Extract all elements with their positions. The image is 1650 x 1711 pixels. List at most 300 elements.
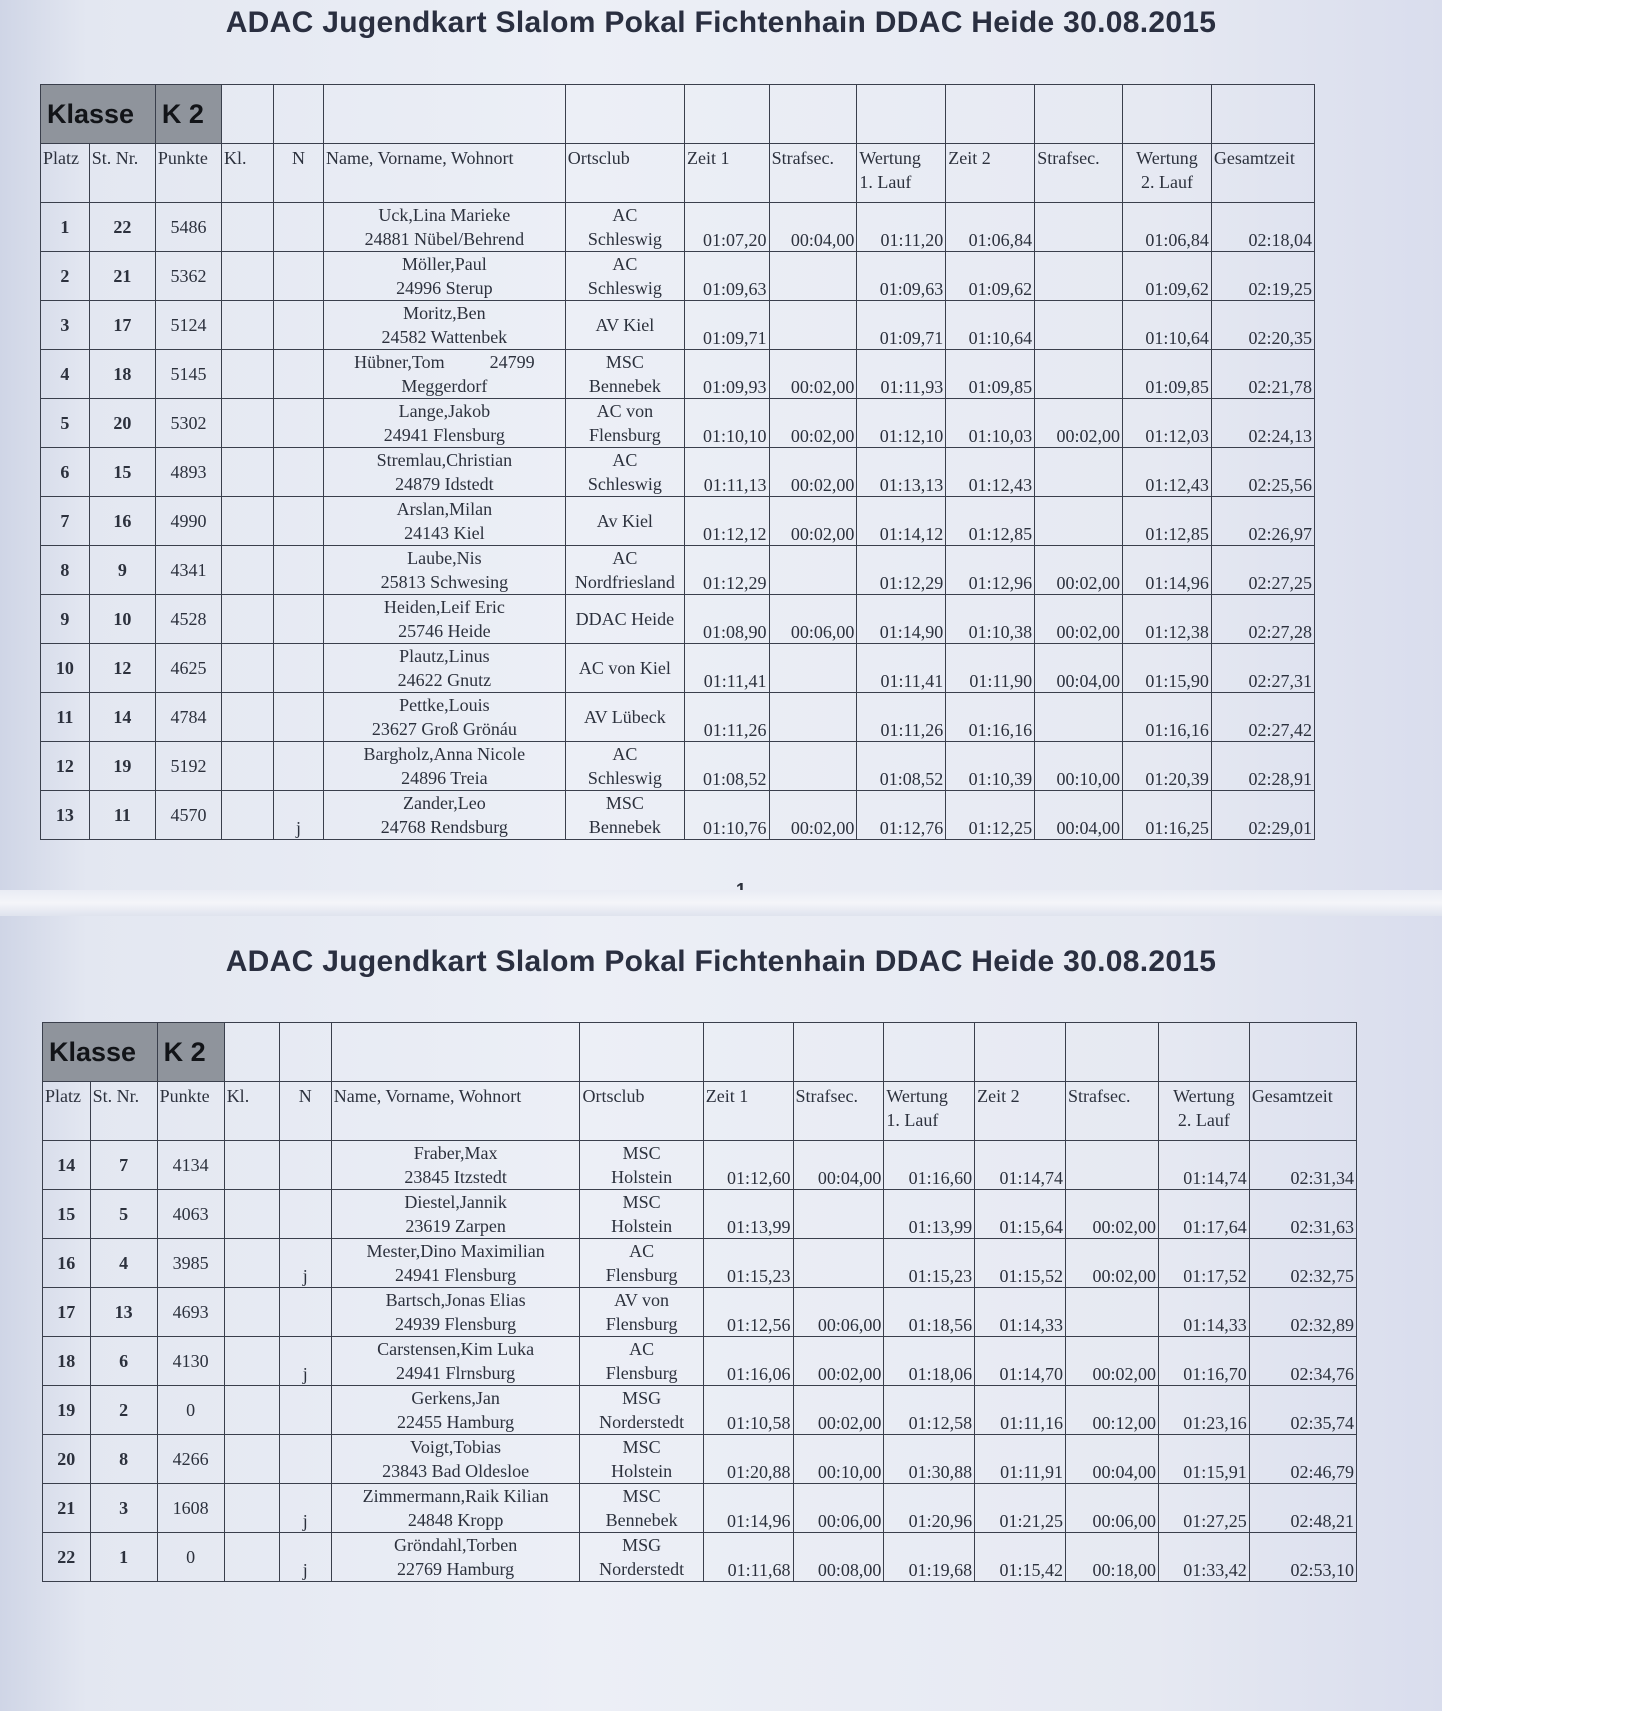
club-name: Av Kiel — [596, 511, 653, 531]
points: 0 — [157, 1386, 224, 1435]
driver-name-cell — [331, 1337, 580, 1386]
penalty-run2: 00:04,00 — [1035, 791, 1123, 840]
club-name: AC — [612, 254, 638, 274]
driver-name-cell — [323, 252, 565, 301]
club-name: AV von — [614, 1290, 670, 1310]
table-row — [41, 644, 1315, 693]
col-zeit1: Zeit 1 — [703, 1082, 793, 1141]
col-kl: Kl. — [222, 144, 274, 203]
score-run1: 01:11,20 — [857, 203, 946, 252]
table-row — [41, 448, 1315, 497]
driver-name-cell — [323, 546, 565, 595]
score-run2: 01:17,64 — [1158, 1190, 1249, 1239]
score-run2: 01:16,25 — [1123, 791, 1212, 840]
driver-residence: 23619 Zarpen — [405, 1216, 506, 1236]
start-number: 7 — [90, 1141, 157, 1190]
club-cell — [565, 448, 684, 497]
time-run1: 01:09,71 — [685, 301, 770, 350]
start-number: 9 — [89, 546, 155, 595]
penalty-run1: 00:08,00 — [793, 1533, 884, 1582]
driver-name: Plautz,Linus — [399, 646, 490, 666]
driver-residence: 24896 Treia — [401, 768, 488, 788]
penalty-run2: 00:02,00 — [1035, 546, 1123, 595]
class-cell — [224, 1533, 279, 1582]
klasse-row — [43, 1023, 1357, 1082]
time-run1: 01:11,26 — [685, 693, 770, 742]
col-wertung1: Wertung 1. Lauf — [857, 144, 946, 203]
driver-name-cell — [323, 497, 565, 546]
total-time: 02:46,79 — [1249, 1435, 1356, 1484]
placing: 9 — [41, 595, 90, 644]
placing: 22 — [43, 1533, 91, 1582]
results-sheet-2 — [0, 915, 1442, 1711]
total-time: 02:18,04 — [1211, 203, 1314, 252]
start-number: 21 — [89, 252, 155, 301]
document-title: ADAC Jugendkart Slalom Pokal Fichtenhain DDAC Heide 30.08.2015 — [225, 6, 1217, 39]
newcomer-flag — [274, 693, 324, 742]
start-number: 17 — [89, 301, 155, 350]
table-row — [41, 546, 1315, 595]
club-cell — [565, 791, 684, 840]
column-header-row — [41, 144, 1315, 203]
penalty-run1: 00:06,00 — [769, 595, 857, 644]
club-name: AC — [612, 548, 638, 568]
time-run1: 01:10,76 — [685, 791, 770, 840]
score-run2: 01:12,43 — [1123, 448, 1212, 497]
club-name: AV Lübeck — [583, 707, 666, 727]
time-run2: 01:10,38 — [946, 595, 1035, 644]
club-name-line2: Bennebek — [588, 376, 661, 396]
start-number: 15 — [89, 448, 155, 497]
placing: 14 — [43, 1141, 91, 1190]
col-straf1: Strafsec. — [769, 144, 857, 203]
total-time: 02:29,01 — [1211, 791, 1314, 840]
placing: 6 — [41, 448, 90, 497]
table-row — [43, 1337, 1357, 1386]
total-time: 02:31,34 — [1249, 1141, 1356, 1190]
club-name: AC von — [596, 401, 654, 421]
table-row — [43, 1386, 1357, 1435]
newcomer-flag — [274, 350, 324, 399]
placing: 11 — [41, 693, 90, 742]
points: 5362 — [155, 252, 221, 301]
col-gesamt: Gesamtzeit — [1249, 1082, 1356, 1141]
col-name: Name, Vorname, Wohnort — [331, 1082, 580, 1141]
score-run2: 01:14,33 — [1158, 1288, 1249, 1337]
points: 4130 — [157, 1337, 224, 1386]
club-name-line2: Norderstedt — [599, 1559, 685, 1579]
club-name-line2: Norderstedt — [599, 1412, 685, 1432]
class-cell — [222, 497, 274, 546]
driver-name-cell — [331, 1288, 580, 1337]
total-time: 02:31,63 — [1249, 1190, 1356, 1239]
club-cell — [580, 1386, 703, 1435]
table-row — [41, 497, 1315, 546]
class-cell — [224, 1337, 279, 1386]
club-name-line2: Holstein — [611, 1167, 673, 1187]
table-row — [41, 399, 1315, 448]
class-cell — [222, 791, 274, 840]
col-punkte: Punkte — [157, 1082, 224, 1141]
club-name: AC von Kiel — [578, 658, 671, 678]
penalty-run2 — [1065, 1141, 1158, 1190]
penalty-run1: 00:04,00 — [769, 203, 857, 252]
score-run1: 01:14,12 — [857, 497, 946, 546]
total-time: 02:48,21 — [1249, 1484, 1356, 1533]
club-name-line2: Flensburg — [605, 1265, 678, 1285]
newcomer-flag — [279, 1386, 331, 1435]
results-body — [41, 203, 1315, 840]
class-cell — [222, 448, 274, 497]
penalty-run2 — [1035, 497, 1123, 546]
club-name: MSG — [622, 1535, 662, 1555]
score-run2: 01:33,42 — [1158, 1533, 1249, 1582]
start-number: 12 — [89, 644, 155, 693]
club-cell — [580, 1484, 703, 1533]
penalty-run1: 00:06,00 — [793, 1484, 884, 1533]
class-cell — [222, 350, 274, 399]
penalty-run2 — [1035, 350, 1123, 399]
penalty-run2 — [1035, 693, 1123, 742]
score-run2: 01:10,64 — [1123, 301, 1212, 350]
score-run2: 01:09,62 — [1123, 252, 1212, 301]
start-number: 13 — [90, 1288, 157, 1337]
placing: 17 — [43, 1288, 91, 1337]
table-row — [41, 252, 1315, 301]
newcomer-flag — [274, 497, 324, 546]
club-cell — [565, 497, 684, 546]
class-cell — [222, 693, 274, 742]
newcomer-flag — [274, 203, 324, 252]
driver-residence: Meggerdorf — [401, 376, 488, 396]
club-name: MSC — [622, 1437, 661, 1457]
class-cell — [222, 742, 274, 791]
start-number: 3 — [90, 1484, 157, 1533]
club-cell — [565, 644, 684, 693]
class-cell — [224, 1288, 279, 1337]
score-run1: 01:12,29 — [857, 546, 946, 595]
driver-name: Voigt,Tobias — [410, 1437, 502, 1457]
driver-residence: 24941 Flensburg — [383, 425, 505, 445]
club-name: AV Kiel — [595, 315, 655, 335]
placing: 5 — [41, 399, 90, 448]
newcomer-flag — [279, 1141, 331, 1190]
col-club: Ortsclub — [565, 144, 684, 203]
col-stnr: St. Nr. — [90, 1082, 157, 1141]
total-time: 02:20,35 — [1211, 301, 1314, 350]
total-time: 02:21,78 — [1211, 350, 1314, 399]
penalty-run2: 00:06,00 — [1065, 1484, 1158, 1533]
driver-name: Lange,Jakob — [398, 401, 491, 421]
document-title: ADAC Jugendkart Slalom Pokal Fichtenhain DDAC Heide 30.08.2015 — [225, 945, 1217, 978]
score-run1: 01:12,58 — [884, 1386, 975, 1435]
col-straf2: Strafsec. — [1035, 144, 1123, 203]
table-row — [41, 301, 1315, 350]
points: 1608 — [157, 1484, 224, 1533]
time-run1: 01:10,58 — [703, 1386, 793, 1435]
time-run1: 01:09,93 — [685, 350, 770, 399]
driver-name: Carstensen,Kim Luka — [377, 1339, 535, 1359]
total-time: 02:24,13 — [1211, 399, 1314, 448]
placing: 10 — [41, 644, 90, 693]
penalty-run2: 00:02,00 — [1065, 1239, 1158, 1288]
total-time: 02:53,10 — [1249, 1533, 1356, 1582]
score-run2: 01:09,85 — [1123, 350, 1212, 399]
time-run1: 01:12,12 — [685, 497, 770, 546]
penalty-run2: 00:04,00 — [1035, 644, 1123, 693]
penalty-run2: 00:02,00 — [1035, 399, 1123, 448]
penalty-run2: 00:12,00 — [1065, 1386, 1158, 1435]
driver-name-cell — [331, 1386, 580, 1435]
penalty-run2 — [1035, 203, 1123, 252]
driver-name-cell — [323, 742, 565, 791]
col-name: Name, Vorname, Wohnort — [323, 144, 565, 203]
points: 4693 — [157, 1288, 224, 1337]
driver-residence: 24941 Flensburg — [395, 1265, 517, 1285]
club-cell — [565, 399, 684, 448]
time-run1: 01:16,06 — [703, 1337, 793, 1386]
score-run1: 01:11,41 — [857, 644, 946, 693]
score-run2: 01:06,84 — [1123, 203, 1212, 252]
placing: 1 — [41, 203, 90, 252]
penalty-run2: 00:02,00 — [1065, 1190, 1158, 1239]
newcomer-flag — [274, 448, 324, 497]
class-cell — [224, 1190, 279, 1239]
newcomer-flag: j — [279, 1239, 331, 1288]
col-n: N — [274, 144, 324, 203]
time-run1: 01:12,60 — [703, 1141, 793, 1190]
driver-residence: 24582 Wattenbek — [381, 327, 508, 347]
club-name: MSC — [605, 793, 644, 813]
time-run2: 01:12,85 — [946, 497, 1035, 546]
col-kl: Kl. — [224, 1082, 279, 1141]
score-run1: 01:18,06 — [884, 1337, 975, 1386]
class-cell — [224, 1484, 279, 1533]
time-run1: 01:14,96 — [703, 1484, 793, 1533]
club-cell — [565, 252, 684, 301]
score-run2: 01:27,25 — [1158, 1484, 1249, 1533]
start-number: 14 — [89, 693, 155, 742]
club-name: MSC — [622, 1486, 661, 1506]
score-run2: 01:14,96 — [1123, 546, 1212, 595]
driver-name-cell — [323, 595, 565, 644]
driver-name-cell — [331, 1190, 580, 1239]
penalty-run1: 00:02,00 — [769, 399, 857, 448]
time-run1: 01:12,56 — [703, 1288, 793, 1337]
penalty-run1: 00:02,00 — [769, 350, 857, 399]
time-run2: 01:11,16 — [975, 1386, 1066, 1435]
table-row — [43, 1190, 1357, 1239]
driver-name: Arslan,Milan — [396, 499, 493, 519]
penalty-run1: 00:02,00 — [793, 1386, 884, 1435]
start-number: 6 — [90, 1337, 157, 1386]
points: 4570 — [155, 791, 221, 840]
table-row — [41, 742, 1315, 791]
time-run2: 01:09,85 — [946, 350, 1035, 399]
points: 0 — [157, 1533, 224, 1582]
score-run2: 01:12,03 — [1123, 399, 1212, 448]
points: 5124 — [155, 301, 221, 350]
points: 4893 — [155, 448, 221, 497]
placing: 20 — [43, 1435, 91, 1484]
newcomer-flag: j — [279, 1484, 331, 1533]
col-platz: Platz — [41, 144, 90, 203]
club-name: DDAC Heide — [575, 609, 675, 629]
start-number: 18 — [89, 350, 155, 399]
col-zeit2: Zeit 2 — [946, 144, 1035, 203]
driver-name: Moritz,Ben — [403, 303, 486, 323]
penalty-run1: 00:02,00 — [769, 791, 857, 840]
score-run1: 01:16,60 — [884, 1141, 975, 1190]
placing: 19 — [43, 1386, 91, 1435]
klasse-value: K 2 — [155, 85, 221, 144]
score-run1: 01:11,26 — [857, 693, 946, 742]
club-name: AC — [612, 450, 638, 470]
club-name: AC — [612, 205, 638, 225]
club-name-line2: Holstein — [611, 1461, 673, 1481]
points: 3985 — [157, 1239, 224, 1288]
club-cell — [580, 1141, 703, 1190]
time-run2: 01:10,39 — [946, 742, 1035, 791]
class-cell — [222, 203, 274, 252]
club-name: MSC — [622, 1192, 661, 1212]
table-row — [41, 203, 1315, 252]
class-cell — [224, 1435, 279, 1484]
penalty-run1: 00:10,00 — [793, 1435, 884, 1484]
club-cell — [580, 1288, 703, 1337]
driver-name: Zander,Leo — [402, 793, 486, 813]
newcomer-flag — [274, 252, 324, 301]
penalty-run1: 00:04,00 — [793, 1141, 884, 1190]
klasse-value: K 2 — [157, 1023, 224, 1082]
driver-name-cell — [331, 1484, 580, 1533]
table-row — [41, 791, 1315, 840]
table-row — [41, 693, 1315, 742]
page-fold — [0, 890, 1442, 916]
club-name: MSG — [622, 1388, 662, 1408]
time-run2: 01:11,91 — [975, 1435, 1066, 1484]
club-cell — [565, 742, 684, 791]
club-cell — [580, 1435, 703, 1484]
table-row — [43, 1141, 1357, 1190]
start-number: 19 — [89, 742, 155, 791]
score-run1: 01:13,13 — [857, 448, 946, 497]
score-run2: 01:17,52 — [1158, 1239, 1249, 1288]
col-straf2: Strafsec. — [1065, 1082, 1158, 1141]
driver-residence: 22769 Hamburg — [397, 1559, 515, 1579]
placing: 12 — [41, 742, 90, 791]
klasse-label: Klasse — [41, 85, 156, 144]
club-cell — [565, 595, 684, 644]
time-run2: 01:14,33 — [975, 1288, 1066, 1337]
driver-name-cell — [323, 350, 565, 399]
driver-residence: 22455 Hamburg — [397, 1412, 515, 1432]
class-cell — [222, 252, 274, 301]
points: 5192 — [155, 742, 221, 791]
time-run2: 01:14,70 — [975, 1337, 1066, 1386]
total-time: 02:34,76 — [1249, 1337, 1356, 1386]
results-table — [42, 1022, 1357, 1582]
time-run1: 01:08,90 — [685, 595, 770, 644]
newcomer-flag — [274, 546, 324, 595]
newcomer-flag — [274, 595, 324, 644]
driver-name: Gerkens,Jan — [411, 1388, 500, 1408]
score-run2: 01:15,90 — [1123, 644, 1212, 693]
club-name-line2: Flensburg — [605, 1363, 678, 1383]
table-row — [41, 350, 1315, 399]
time-run2: 01:10,64 — [946, 301, 1035, 350]
club-cell — [580, 1533, 703, 1582]
driver-name-cell — [323, 448, 565, 497]
club-name: MSC — [622, 1143, 661, 1163]
time-run1: 01:11,68 — [703, 1533, 793, 1582]
total-time: 02:28,91 — [1211, 742, 1314, 791]
driver-name: Pettke,Louis — [399, 695, 490, 715]
penalty-run1 — [769, 644, 857, 693]
time-run2: 01:15,52 — [975, 1239, 1066, 1288]
driver-residence: 24939 Flensburg — [395, 1314, 517, 1334]
driver-name: Diestel,Jannik — [404, 1192, 507, 1212]
col-club: Ortsclub — [580, 1082, 703, 1141]
driver-name: Möller,Paul — [401, 254, 487, 274]
penalty-run2: 00:10,00 — [1035, 742, 1123, 791]
penalty-run1: 00:02,00 — [769, 497, 857, 546]
penalty-run2: 00:02,00 — [1035, 595, 1123, 644]
score-run1: 01:20,96 — [884, 1484, 975, 1533]
club-name-line2: Bennebek — [605, 1510, 678, 1530]
col-stnr: St. Nr. — [89, 144, 155, 203]
time-run1: 01:11,41 — [685, 644, 770, 693]
start-number: 22 — [89, 203, 155, 252]
col-zeit1: Zeit 1 — [685, 144, 770, 203]
club-cell — [565, 301, 684, 350]
score-run2: 01:20,39 — [1123, 742, 1212, 791]
driver-residence: 24143 Kiel — [404, 523, 485, 543]
time-run2: 01:15,64 — [975, 1190, 1066, 1239]
results-table — [40, 84, 1315, 840]
time-run2: 01:14,74 — [975, 1141, 1066, 1190]
col-n: N — [279, 1082, 331, 1141]
penalty-run1 — [769, 693, 857, 742]
total-time: 02:35,74 — [1249, 1386, 1356, 1435]
time-run1: 01:10,10 — [685, 399, 770, 448]
table-row — [43, 1435, 1357, 1484]
start-number: 5 — [90, 1190, 157, 1239]
time-run1: 01:11,13 — [685, 448, 770, 497]
placing: 15 — [43, 1190, 91, 1239]
total-time: 02:26,97 — [1211, 497, 1314, 546]
score-run1: 01:19,68 — [884, 1533, 975, 1582]
newcomer-flag — [279, 1435, 331, 1484]
placing: 18 — [43, 1337, 91, 1386]
newcomer-flag — [274, 742, 324, 791]
points: 4341 — [155, 546, 221, 595]
club-cell — [565, 546, 684, 595]
class-cell — [222, 644, 274, 693]
score-run1: 01:08,52 — [857, 742, 946, 791]
club-name-line2: Schleswig — [587, 278, 662, 298]
penalty-run1 — [769, 742, 857, 791]
score-run1: 01:18,56 — [884, 1288, 975, 1337]
newcomer-flag — [274, 301, 324, 350]
penalty-run2 — [1035, 448, 1123, 497]
club-name: MSC — [605, 352, 644, 372]
points: 5486 — [155, 203, 221, 252]
points: 4266 — [157, 1435, 224, 1484]
club-name-line2: Flensburg — [589, 425, 661, 445]
class-cell — [222, 399, 274, 448]
driver-residence: 23627 Groß Grönáu — [371, 719, 517, 739]
